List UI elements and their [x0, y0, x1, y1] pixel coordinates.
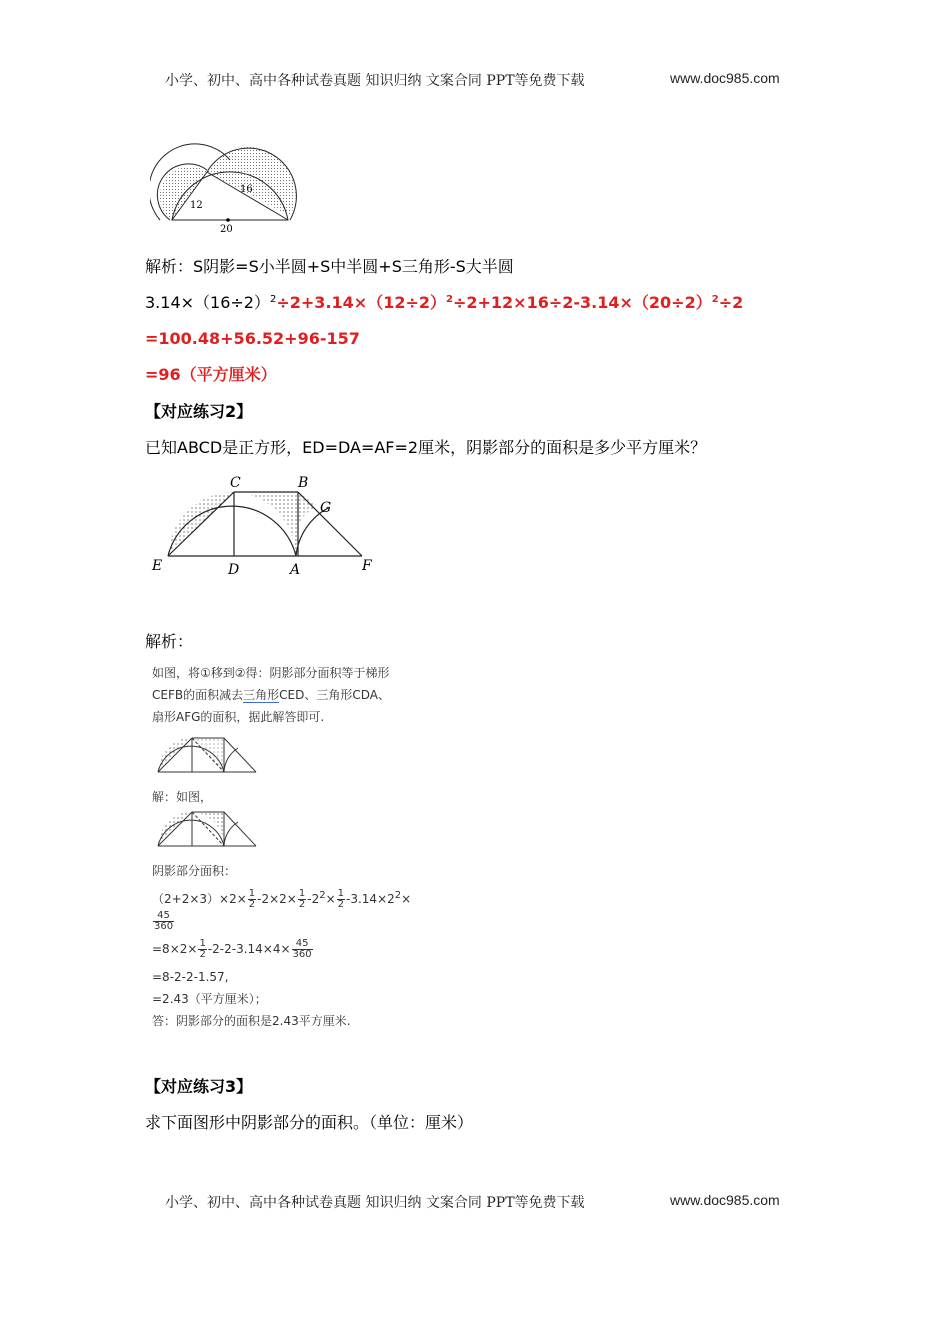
fig2-label-A: A: [290, 562, 301, 578]
analysis-1: [145, 257, 825, 385]
practice-3-heading: 【对应练习3】: [145, 1077, 253, 1096]
analysis-2-title: 解析：: [145, 632, 194, 651]
solution-solve: 解：如图，: [152, 790, 213, 804]
practice-2-question: 已知ABCD是正方形，ED=DA=AF=2厘米，阴影部分的面积是多少平方厘米？: [145, 438, 707, 457]
fig2-label-C: C: [230, 475, 241, 491]
solution-calc: [152, 860, 412, 1032]
figure-semicircles: [150, 140, 310, 235]
analysis-1-formula: $3.14\times(16\div 2)^2\div 2+3.14\times(12\div 2)^2\div 2+12\times 16\div 2-3.14\times(20\div 2)^2\div 2$: [145, 293, 744, 312]
analysis-2: [145, 632, 825, 652]
solution-image: [152, 662, 412, 728]
analysis-1-step2: =96（平方厘米）: [145, 365, 277, 384]
footer-text: 小学、初中、高中各种试卷真题 知识归纳 文案合同 PPT等免费下载: [165, 1195, 585, 1211]
practice-3: [145, 1077, 825, 1133]
practice-2: [145, 402, 825, 458]
footer-url[interactable]: www.doc985.com: [670, 1192, 780, 1208]
fig2-label-D: D: [228, 562, 240, 578]
equation-1-frac: $\frac{45}{360}$: [154, 910, 174, 932]
page-footer: [165, 1192, 805, 1212]
fig2-label-E: E: [152, 558, 163, 574]
analysis-1-step1: =100.48+56.52+96-157: [145, 329, 360, 348]
equation-4: =2.43（平方厘米）；: [152, 992, 267, 1006]
solution-line-2: CEFB的面积减去三角形CED、三角形CDA、: [152, 688, 390, 702]
fig1-label-12: 12: [190, 200, 203, 211]
fig2-label-G: G: [320, 500, 332, 516]
fig2-label-F: F: [362, 558, 372, 574]
figure-square-arcs: [150, 470, 390, 580]
mini-figure-1: [152, 730, 267, 782]
mini-figure-2: [152, 804, 267, 856]
fig2-label-B: B: [298, 475, 309, 491]
analysis-1-title: 解析：S阴影=S小半圆+S中半圆+S三角形-S大半圆: [145, 257, 514, 276]
solution-line-3: 扇形AFG的面积，据此解答即可.: [152, 710, 325, 724]
equation-2: =8×2× $\frac{1}{2}$ -2-2-3.14×4× $\frac{45}{360}$: [152, 938, 312, 960]
practice-3-question: 求下面图形中阴影部分的面积。（单位：厘米）: [145, 1113, 474, 1132]
fig1-label-16: 16: [240, 184, 253, 195]
solution-line-1: 如图，将①移到②得：阴影部分面积等于梯形: [152, 666, 390, 680]
practice-2-heading: 【对应练习2】: [145, 402, 253, 421]
area-label: 阴影部分面积：: [152, 864, 237, 878]
header-url[interactable]: www.doc985.com: [670, 70, 780, 86]
header-text: 小学、初中、高中各种试卷真题 知识归纳 文案合同 PPT等免费下载: [165, 73, 585, 89]
equation-1: （2+2×3）×2× $\frac{1}{2}$ -2×2× $\frac{1}{2}$ $-2^2\times$ $\frac{1}{2}$ $-3.14\times 2^2\times$: [152, 888, 412, 910]
page-header: [165, 70, 805, 90]
fig1-label-20: 20: [220, 224, 233, 235]
answer: 答：阴影部分的面积是2.43平方厘米.: [152, 1014, 351, 1028]
equation-3: =8-2-2-1.57,: [152, 970, 229, 984]
